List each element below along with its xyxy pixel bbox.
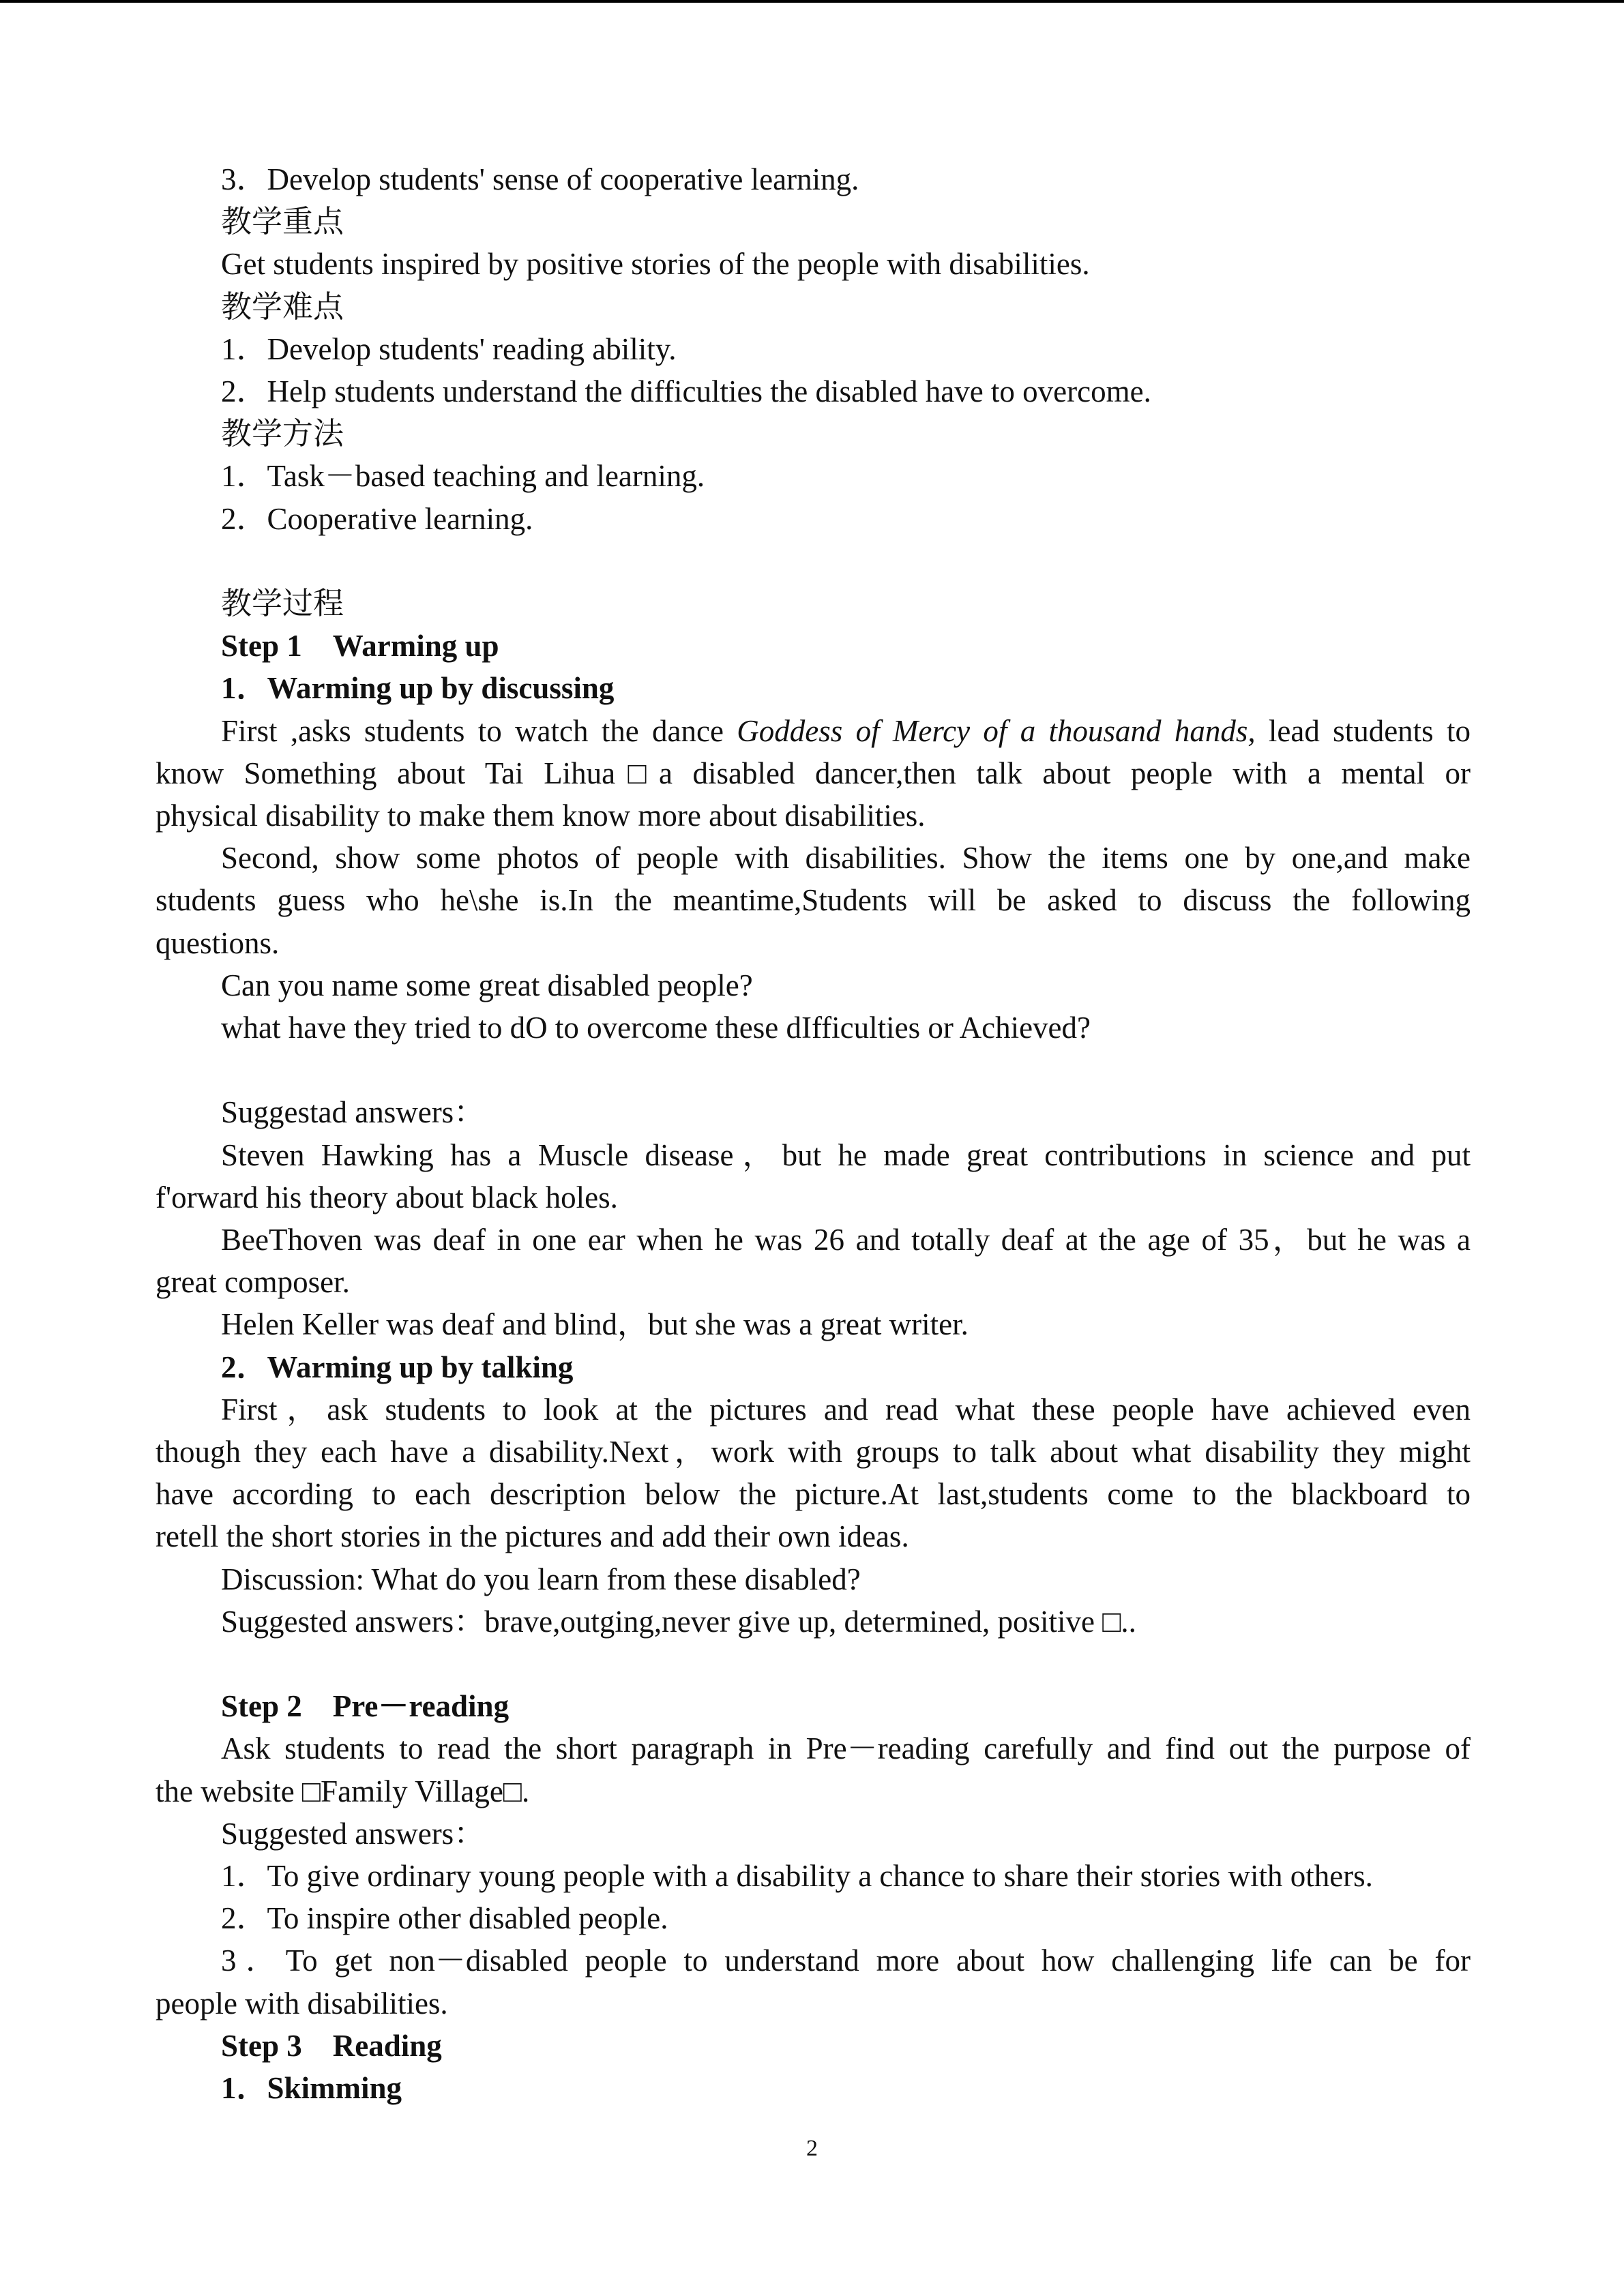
key-points-heading: 教学重点 <box>221 205 344 239</box>
difficulty-item-1: 1．Develop students' reading ability. <box>221 331 677 366</box>
step1-first-paragraph-line <box>156 710 1471 752</box>
objective-item-3: 3．Develop students' sense of cooperative learning. <box>221 162 859 196</box>
paragraph-line: retell the short stories in the pictures and add their own ideas. <box>156 1519 909 1554</box>
step1-first-prefix: First ,asks students to watch the dance <box>221 713 737 748</box>
discussion-prompt: Discussion: What do you learn from these disabled? <box>221 1562 861 1596</box>
difficulty-item-2: 2．Help students understand the difficulties the disabled have to overcome. <box>221 374 1151 409</box>
step1-title: Step 1 Warming up <box>221 629 499 664</box>
method-item-2: 2．Cooperative learning. <box>221 501 533 536</box>
answer-hawking-line: f'orward his theory about black holes. <box>156 1180 618 1214</box>
discussion-answers: Suggested answers：brave,outging,never give up, determined, positive □.. <box>221 1604 1136 1639</box>
paragraph-line: physical disability to make them know more about disabilities. <box>156 799 926 833</box>
process-heading: 教学过程 <box>221 586 344 621</box>
difficulties-heading: 教学难点 <box>221 289 344 324</box>
purpose-item-3-continued: people with disabilities. <box>156 1986 448 2021</box>
step2-title: Step 2 Pre－reading <box>221 1689 510 1724</box>
blank-line <box>156 540 1471 582</box>
answer-keller-line: Helen Keller was deaf and blind，but she was a great writer. <box>221 1307 969 1342</box>
paragraph-line: the website □Family Village□. <box>156 1774 530 1808</box>
purpose-item-3: 3．To get non－disabled people to understand more about how challenging life can be for <box>221 1943 1471 1978</box>
step1-sub1-title: 1．Warming up by discussing <box>221 671 615 706</box>
purpose-item-2: 2．To inspire other disabled people. <box>221 1901 668 1936</box>
blank-line <box>156 1643 1471 1685</box>
paragraph-line: Second, show some photos of people with disabilities. Show the items one by one,and make <box>221 841 1471 876</box>
step1-sub2-title: 2．Warming up by talking <box>221 1350 574 1384</box>
discussion-question-2: what have they tried to dO to overcome these dIfficulties or Achieved? <box>221 1011 1091 1045</box>
purpose-item-1: 1．To give ordinary young people with a disability a chance to share their stories with others. <box>221 1859 1373 1894</box>
answer-hawking-line: Steven Hawking has a Muscle disease，but he made great contributions in science and put <box>221 1137 1471 1172</box>
answer-beethoven-line: BeeThoven was deaf in one ear when he was 26 and totally deaf at the age of 35，but he was a <box>221 1223 1471 1257</box>
method-item-1: 1．Task－based teaching and learning. <box>221 459 705 494</box>
suggested-answers-label: Suggested answers： <box>221 1816 485 1851</box>
suggested-answers-label: Suggestad answers： <box>221 1095 485 1130</box>
dance-title: Goddess of Mercy of a thousand hands, <box>737 713 1256 748</box>
blank-line <box>156 1049 1471 1091</box>
discussion-question-1: Can you name some great disabled people? <box>221 968 753 1002</box>
key-points-text: Get students inspired by positive stories of the people with disabilities. <box>221 247 1090 282</box>
paragraph-line: Ask students to read the short paragraph in Pre－reading carefully and find out the purpose of <box>221 1731 1471 1766</box>
paragraph-line: students guess who he\she is.In the meantime,Students will be asked to discuss the following <box>156 883 1471 918</box>
step3-title: Step 3 Reading <box>221 2028 442 2063</box>
step1-first-suffix: lead students to <box>1255 713 1471 748</box>
page-number: 2 <box>806 2136 818 2161</box>
answer-beethoven-line: great composer. <box>156 1265 350 1300</box>
paragraph-line: First，ask students to look at the pictures and read what these people have achieved even <box>221 1392 1471 1427</box>
paragraph-line: have according to each description below the picture.At last,students come to the blackboard to <box>156 1477 1471 1512</box>
methods-heading: 教学方法 <box>221 417 344 451</box>
step3-sub1-title: 1．Skimming <box>221 2071 402 2106</box>
paragraph-line: know Something about Tai Lihua□a disabled dancer,then talk about people with a mental or <box>156 756 1471 790</box>
page-content <box>156 158 1471 2109</box>
paragraph-line: though they each have a disability.Next，work with groups to talk about what disability they might <box>156 1435 1471 1470</box>
paragraph-line: questions. <box>156 925 280 960</box>
